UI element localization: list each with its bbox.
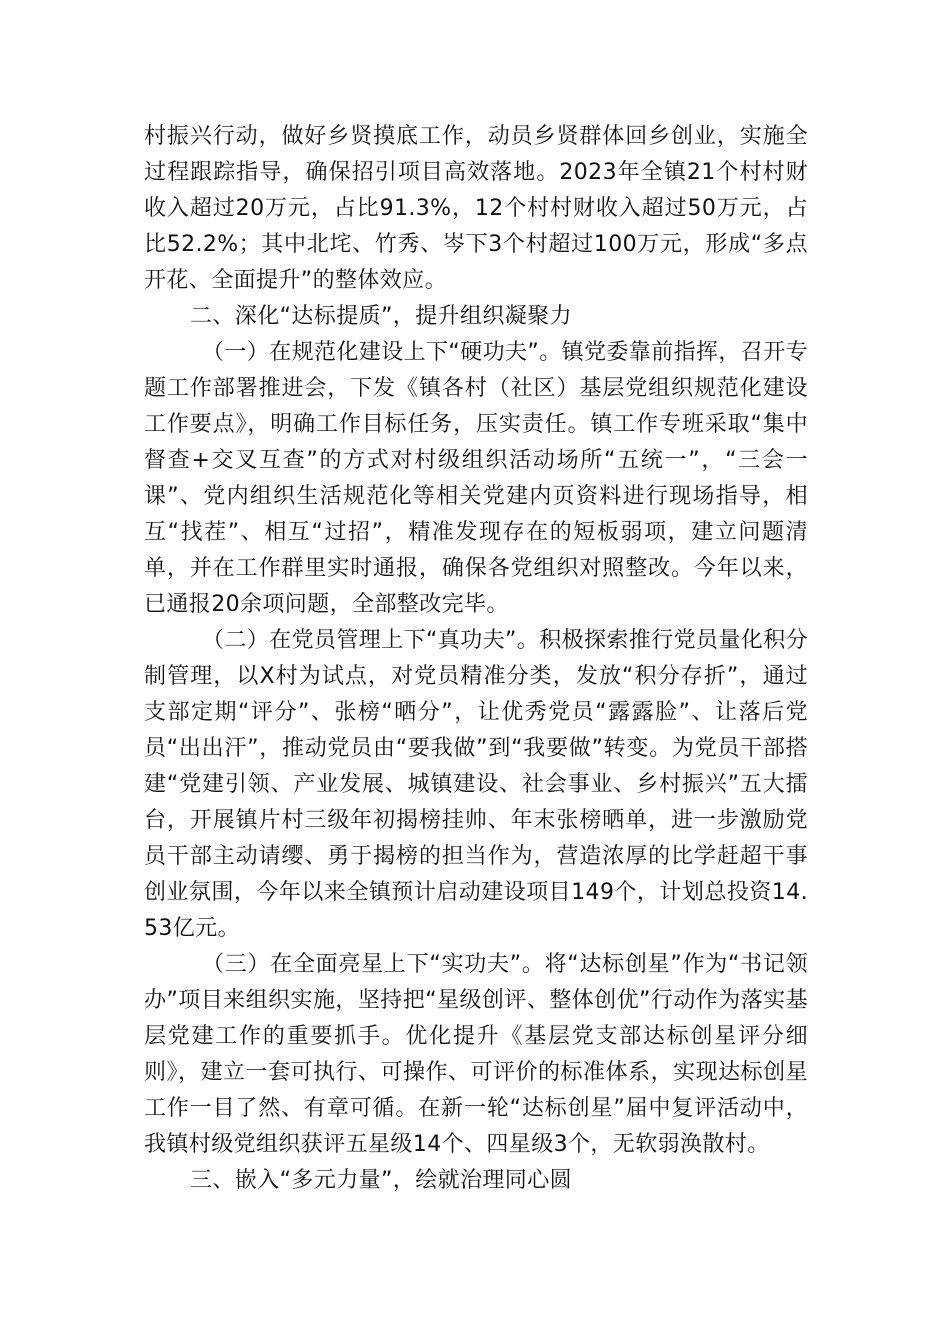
section-heading-2: 二、深化“达标提质”，提升组织凝聚力 [190,304,572,329]
section-heading-3: 三、嵌入“多元力量”，绘就治理同心圆 [190,1168,572,1193]
paragraph-continuation: 村振兴行动，做好乡贤摸底工作，动员乡贤群体回乡创业，实施全过程跟踪指导，确保招引项目高效落地。2023年全镇21个村村财收入超过20万元，占比91.3%，12个村村财收入超过50万元，占比52.2%；其中北垞、竹秀、岑下3个村超过100万元，形成“多点开花、全面提升”的整体效应。 [144,124,808,293]
document-body [144,119,808,1199]
subsection-3-paragraph: （三）在全面亮星上下“实功夫”。将“达标创星”作为“书记领办”项目来组织实施，坚持把“星级创评、整体创优”行动作为落实基层党建工作的重要抓手。优化提升《基层党支部达标创星评分细则》，建立一套可执行、可操作、可评价的标准体系，实现达标创星工作一目了然、有章可循。在新一轮“达标创星”届中复评活动中，我镇村级党组织获评五星级14个、四星级3个，无软弱涣散村。 [144,952,808,1157]
subsection-2-paragraph: （二）在党员管理上下“真功夫”。积极探索推行党员量化积分制管理，以X村为试点，对党员精准分类，发放“积分存折”，通过支部定期“评分”、张榜“晒分”，让优秀党员“露露脸”、让落后党员“出出汗”，推动党员由“要我做”到“我要做”转变。为党员干部搭建“党建引领、产业发展、城镇建设、社会事业、乡村振兴”五大擂台，开展镇片村三级年初揭榜挂帅、年末张榜晒单，进一步激励党员干部主动请缨、勇于揭榜的担当作为，营造浓厚的比学赶超干事创业氛围，今年以来全镇预计启动建设项目149个，计划总投资14.53亿元。 [144,628,808,941]
subsection-1-paragraph: （一）在规范化建设上下“硬功夫”。镇党委靠前指挥，召开专题工作部署推进会，下发《镇各村（社区）基层党组织规范化建设工作要点》，明确工作目标任务，压实责任。镇工作专班采取“集中督查+交叉互查”的方式对村级组织活动场所“五统一”，“三会一课”、党内组织生活规范化等相关党建内页资料进行现场指导，相互“找茬”、相互“过招”，精准发现存在的短板弱项，建立问题清单，并在工作群里实时通报，确保各党组织对照整改。今年以来，已通报20余项问题，全部整改完毕。 [144,340,808,617]
